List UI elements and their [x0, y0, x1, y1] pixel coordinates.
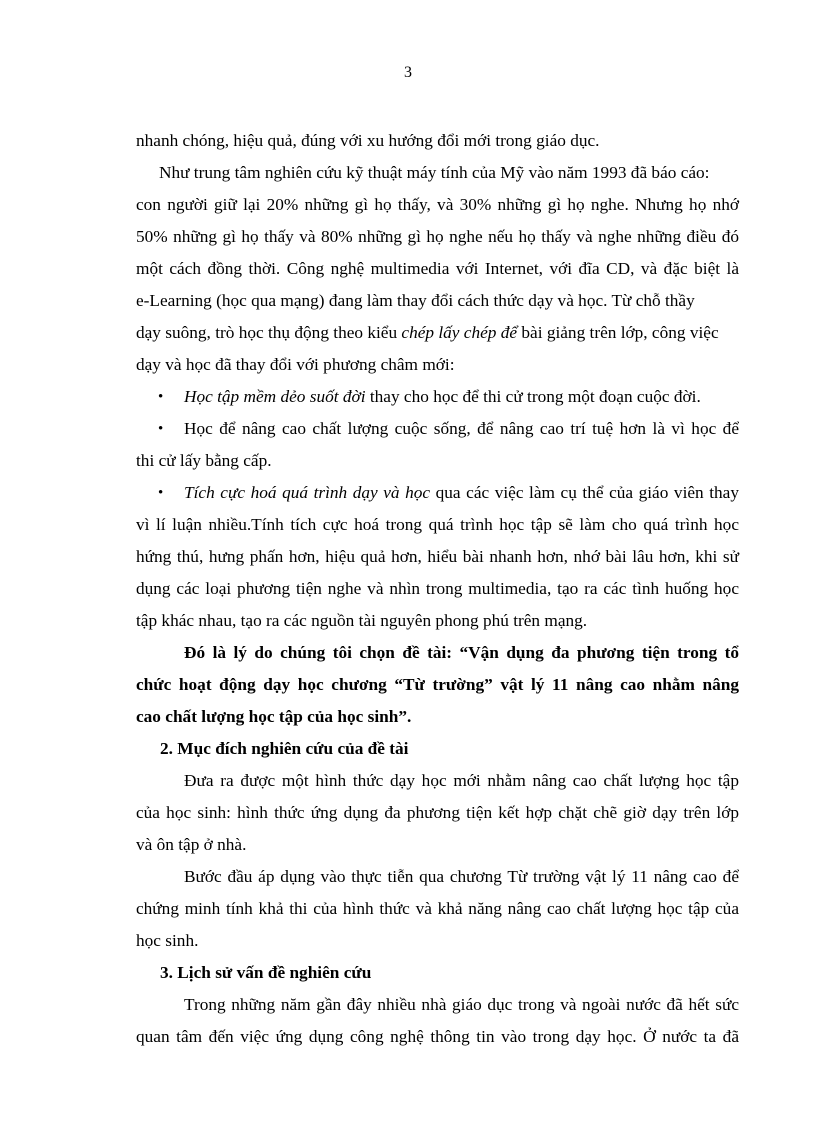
paragraph-line: Bước đầu áp dụng vào thực tiễn qua chương Từ trường vật lý 11 nâng cao để	[184, 867, 739, 886]
bullet-icon: •	[158, 485, 164, 501]
bullet-icon: •	[158, 421, 164, 437]
topic-line: cao chất lượng học tập của học sinh”.	[136, 707, 412, 726]
paragraph-line: con người giữ lại 20% những gì họ thấy, và 30% những gì họ nghe. Nhưng họ nhớ	[136, 195, 739, 214]
paragraph-line: vì lí luận nhiều.Tính tích cực hoá trong quá trình học tập sẽ làm cho quá trình học	[136, 515, 739, 534]
italic-phrase: chép lấy chép để	[401, 323, 518, 342]
italic-phrase: Học tập mềm dẻo suốt đời	[184, 387, 366, 406]
paragraph-line: tập khác nhau, tạo ra các nguồn tài nguyên phong phú trên mạng.	[136, 611, 588, 630]
paragraph-line: 50% những gì họ thấy và 80% những gì họ nghe nếu họ thấy và nghe những điều đó	[136, 227, 739, 246]
page-number: 3	[404, 64, 412, 81]
bullet-text	[184, 481, 739, 505]
bullet-text	[184, 385, 701, 409]
bullet-icon: •	[158, 389, 164, 405]
paragraph-line: nhanh chóng, hiệu quả, đúng với xu hướng đổi mới trong giáo dục.	[136, 131, 600, 150]
paragraph-line: e-Learning (học qua mạng) đang làm thay đổi cách thức dạy và học. Từ chỗ thầy	[136, 291, 695, 310]
paragraph-line: Đưa ra được một hình thức dạy học mới nhằm nâng cao chất lượng học tập	[184, 771, 739, 790]
topic-line: Đó là lý do chúng tôi chọn đề tài: “Vận dụng đa phương tiện trong tổ	[184, 643, 739, 662]
paragraph-line: Trong những năm gần đây nhiều nhà giáo dục trong và ngoài nước đã hết sức	[184, 995, 739, 1014]
paragraph-line: học sinh.	[136, 931, 199, 950]
text-span: bài giảng trên lớp, công việc	[517, 323, 719, 342]
paragraph-line: quan tâm đến việc ứng dụng công nghệ thông tin vào trong dạy học. Ở nước ta đã	[136, 1027, 739, 1046]
paragraph-line: một cách đồng thời. Công nghệ multimedia với Internet, với đĩa CD, và đặc biệt là	[136, 259, 739, 278]
text-span: qua các việc làm cụ thể của giáo viên thay	[430, 483, 739, 502]
bullet-text: Học để nâng cao chất lượng cuộc sống, để nâng cao trí tuệ hơn là vì học để	[184, 419, 739, 438]
paragraph-line: của học sinh: hình thức ứng dụng đa phương tiện kết hợp chặt chẽ giờ dạy trên lớp	[136, 803, 739, 822]
paragraph-line: dạy và học đã thay đổi với phương châm mới:	[136, 355, 455, 374]
topic-line: chức hoạt động dạy học chương “Từ trường” vật lý 11 nâng cao nhằm nâng	[136, 675, 739, 694]
paragraph-line: chứng minh tính khả thi của hình thức và khả năng nâng cao chất lượng học tập của	[136, 899, 739, 918]
bullet-text: thi cử lấy bằng cấp.	[136, 451, 272, 470]
paragraph-line	[136, 321, 719, 345]
paragraph-line: hứng thú, hưng phấn hơn, hiệu quả hơn, hiểu bài nhanh hơn, nhớ bài lâu hơn, khi sử	[136, 547, 739, 566]
paragraph-line: Như trung tâm nghiên cứu kỹ thuật máy tính của Mỹ vào năm 1993 đã báo cáo:	[159, 163, 710, 182]
paragraph-line: và ôn tập ở nhà.	[136, 835, 247, 854]
text-span: thay cho học để thi cử trong một đoạn cuộc đời.	[365, 387, 701, 406]
text-span: dạy suông, trò học thụ động theo kiểu	[136, 323, 402, 342]
section-heading: 2. Mục đích nghiên cứu của đề tài	[160, 739, 409, 758]
section-heading: 3. Lịch sử vấn đề nghiên cứu	[160, 963, 372, 982]
italic-phrase: Tích cực hoá quá trình dạy và học	[184, 483, 431, 502]
paragraph-line: dụng các loại phương tiện nghe và nhìn trong multimedia, tạo ra các tình huống học	[136, 579, 739, 598]
